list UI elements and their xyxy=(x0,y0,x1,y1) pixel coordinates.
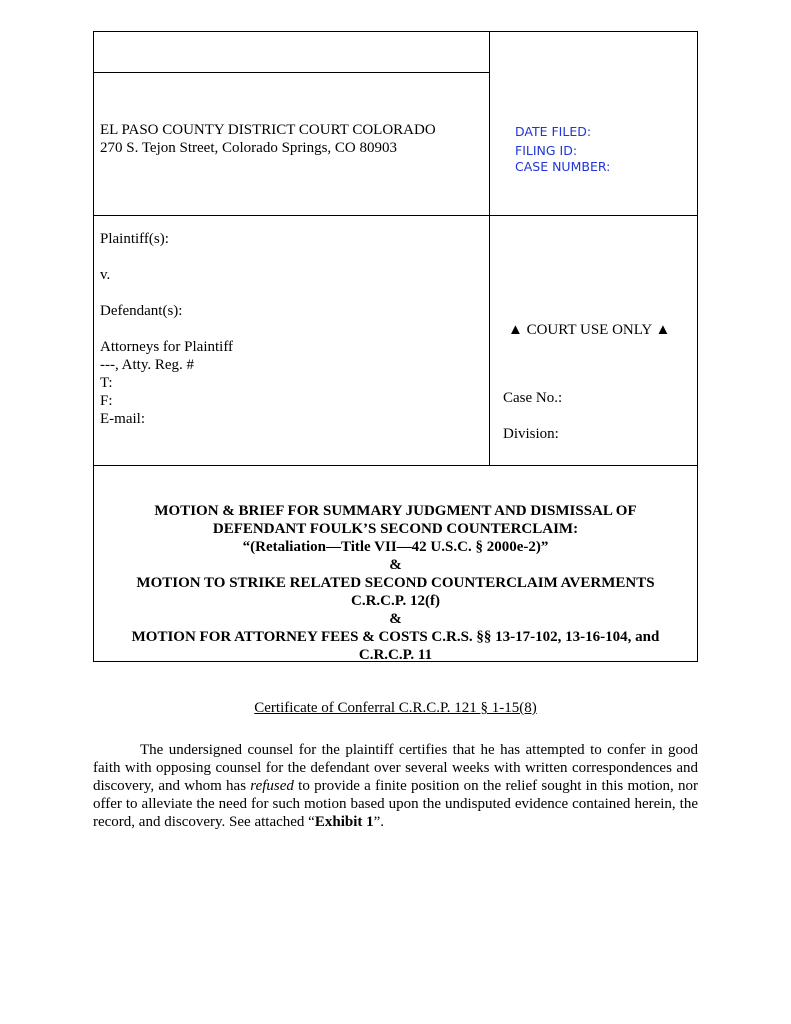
motion-title-line: MOTION FOR ATTORNEY FEES & COSTS C.R.S. §§ 13-17-102, 13-16-104, and xyxy=(131,629,660,645)
fax-label: F: xyxy=(100,393,113,409)
motion-title-line: C.R.C.P. 12(f) xyxy=(350,593,441,609)
certificate-heading: Certificate of Conferral C.R.C.P. 121 § 1-15(8) xyxy=(254,700,537,716)
certificate-paragraph xyxy=(93,741,698,831)
certificate-text: to provide a finite position on the relief sought in this motion, nor offer to alleviate the need for such motion based upon the undisputed evidence contained herein, the record, and discovery. See attached “ xyxy=(93,778,698,830)
plaintiff-label: Plaintiff(s): xyxy=(100,231,169,247)
court-name: EL PASO COUNTY DISTRICT COURT COLORADO xyxy=(100,122,436,138)
attorneys-heading: Attorneys for Plaintiff xyxy=(100,339,234,355)
court-use-only-label: ▲ COURT USE ONLY ▲ xyxy=(508,322,671,338)
motion-title-line: DEFENDANT FOULK’S SECOND COUNTERCLAIM: xyxy=(212,521,579,537)
caption-top-divider xyxy=(94,72,489,73)
versus-label: v. xyxy=(100,267,111,283)
motion-title-line: “(Retaliation—Title VII—42 U.S.C. § 2000e-2)” xyxy=(242,539,549,555)
defendant-label: Defendant(s): xyxy=(100,303,183,319)
motion-title-line: MOTION TO STRIKE RELATED SECOND COUNTERCLAIM AVERMENTS xyxy=(136,575,655,591)
caption-vertical-divider xyxy=(489,32,490,465)
parties-info xyxy=(100,230,233,428)
filing-info xyxy=(515,124,610,176)
case-number-label: CASE NUMBER: xyxy=(515,159,611,174)
filing-id-label: FILING ID: xyxy=(515,142,578,158)
case-no-label: Case No.: xyxy=(503,390,563,406)
motion-title-line: MOTION & BRIEF FOR SUMMARY JUDGMENT AND DISMISSAL OF xyxy=(154,503,637,519)
motion-title-line: C.R.C.P. 11 xyxy=(358,647,433,663)
certificate-emphasis: refused xyxy=(250,778,294,794)
motion-title xyxy=(94,502,697,664)
motion-title-ampersand: & xyxy=(389,557,402,573)
court-info xyxy=(100,121,436,157)
caption-middle-divider xyxy=(94,215,697,216)
atty-reg-line: ---, Atty. Reg. # xyxy=(100,357,195,373)
division-label: Division: xyxy=(503,426,559,442)
certificate-text: The undersigned counsel for the plaintiff certifies that he has attempted to confer in good faith with opposing counsel for the defendant over several weeks with written correspondences and discovery, and whom has xyxy=(93,742,698,794)
exhibit-reference: Exhibit 1 xyxy=(314,814,374,830)
caption-bottom-divider xyxy=(94,465,697,466)
court-address: 270 S. Tejon Street, Colorado Springs, CO 80903 xyxy=(100,140,398,156)
case-caption-table xyxy=(93,31,698,662)
email-label: E-mail: xyxy=(100,411,145,427)
certificate-text: ”. xyxy=(373,814,385,830)
motion-title-ampersand: & xyxy=(389,611,402,627)
phone-label: T: xyxy=(100,375,113,391)
date-filed-label: DATE FILED: xyxy=(515,124,592,139)
